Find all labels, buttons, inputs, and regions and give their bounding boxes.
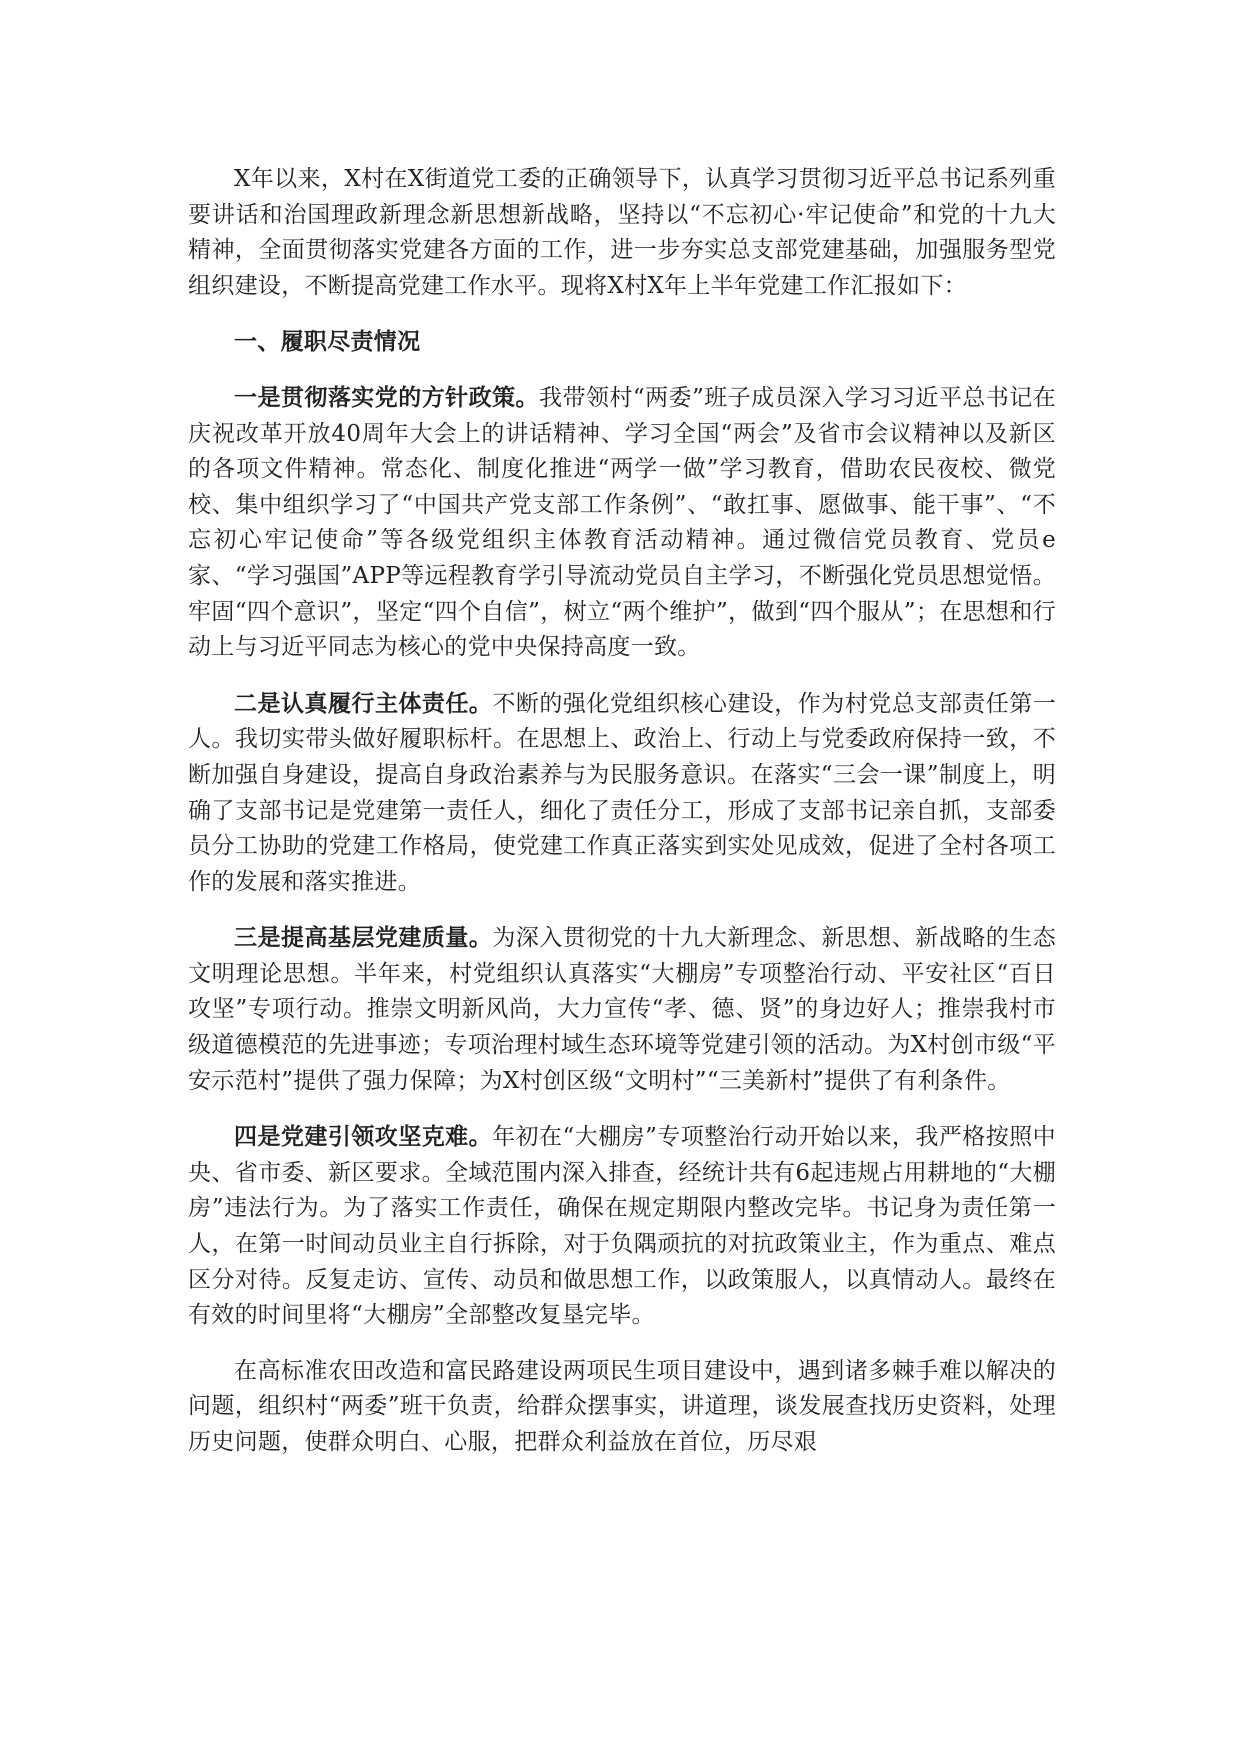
item-text-2: 不断的强化党组织核心建设，作为村党总支部责任第一人。我切实带头做好履职标杆。在思想上、政治上、行动上与党委政府保持一致，不断加强自身建设，提高自身政治素养与为民服务意识。在落实“三会一课”制度上，明确了支部书记是党建第一责任人，细化了责任分工，形成了支部书记亲自抓，支部委员分工协助的党建工作格局，使党建工作真正落实到实处见成效，促进了全村各项工作的发展和落实推进。: [188, 690, 1056, 895]
item-paragraph-3: [188, 920, 1056, 1099]
item-lead-3: 三是提高基层党建质量。: [234, 924, 493, 952]
item-text-3: 为深入贯彻党的十九大新理念、新思想、新战略的生态文明理论思想。半年来，村党组织认真落实“大棚房”专项整治行动、平安社区“百日攻坚”专项行动。推崇文明新风尚，大力宣传“孝、德、贤”的身边好人；推崇我村市级道德模范的先进事迹；专项治理村域生态环境等党建引领的活动。为X村创市级“平安示范村”提供了强力保障；为X村创区级“文明村”“三美新村”提供了有利条件。: [188, 925, 1056, 1094]
item-text-4: 年初在“大棚房”专项整治行动开始以来，我严格按照中央、省市委、新区要求。全域范围内深入排查，经统计共有6起违规占用耕地的“大棚房”违法行为。为了落实工作责任，确保在规定期限内整改完毕。书记身为责任第一人，在第一时间动员业主自行拆除，对于负隅顽抗的对抗政策业主，作为重点、难点区分对待。反复走访、宣传、动员和做思想工作，以政策服人，以真情动人。最终在有效的时间里将“大棚房”全部整改复垦完毕。: [188, 1124, 1056, 1329]
item-lead-2: 二是认真履行主体责任。: [234, 689, 493, 717]
item-paragraph-1: [188, 380, 1056, 666]
intro-paragraph: X年以来，X村在X街道党工委的正确领导下，认真学习贯彻习近平总书记系列重要讲话和治国理政新理念新思想新战略，坚持以“不忘初心·牢记使命”和党的十九大精神，全面贯彻落实党建各方面的工作，进一步夯实总支部党建基础，加强服务型党组织建设，不断提高党建工作水平。现将X村X年上半年党建工作汇报如下：: [188, 166, 1056, 299]
section-heading: 一、履职尽责情况: [234, 328, 421, 356]
closing-paragraph: 在高标准农田改造和富民路建设两项民生项目建设中，遇到诸多棘手难以解决的问题，组织村“两委”班干负责，给群众摆事实，讲道理，谈发展查找历史资料，处理历史问题，使群众明白、心服，把群众利益放在首位，历尽艰: [188, 1357, 1056, 1455]
item-paragraph-2: [188, 686, 1056, 901]
item-paragraph-4: [188, 1119, 1056, 1334]
item-lead-1: 一是贯彻落实党的方针政策。: [234, 383, 540, 411]
item-text-1: 我带领村“两委”班子成员深入学习习近平总书记在庆祝改革开放40周年大会上的讲话精神、学习全国“两会”及省市会议精神以及新区的各项文件精神。常态化、制度化推进“两学一做”学习教育，借助农民夜校、微党校、集中组织学习了“中国共产党支部工作条例”、“敢扛事、愿做事、能干事”、“不忘初心牢记使命”等各级党组织主体教育活动精神。通过微信党员教育、党员e家、“学习强国”APP等远程教育学引导流动党员自主学习，不断强化党员思想觉悟。牢固“四个意识”，坚定“四个自信”，树立“两个维护”，做到“四个服从”；在思想和行动上与习近平同志为核心的党中央保持高度一致。: [188, 384, 1056, 661]
item-lead-4: 四是党建引领攻坚克难。: [234, 1123, 493, 1151]
document-body: [188, 162, 1056, 1481]
